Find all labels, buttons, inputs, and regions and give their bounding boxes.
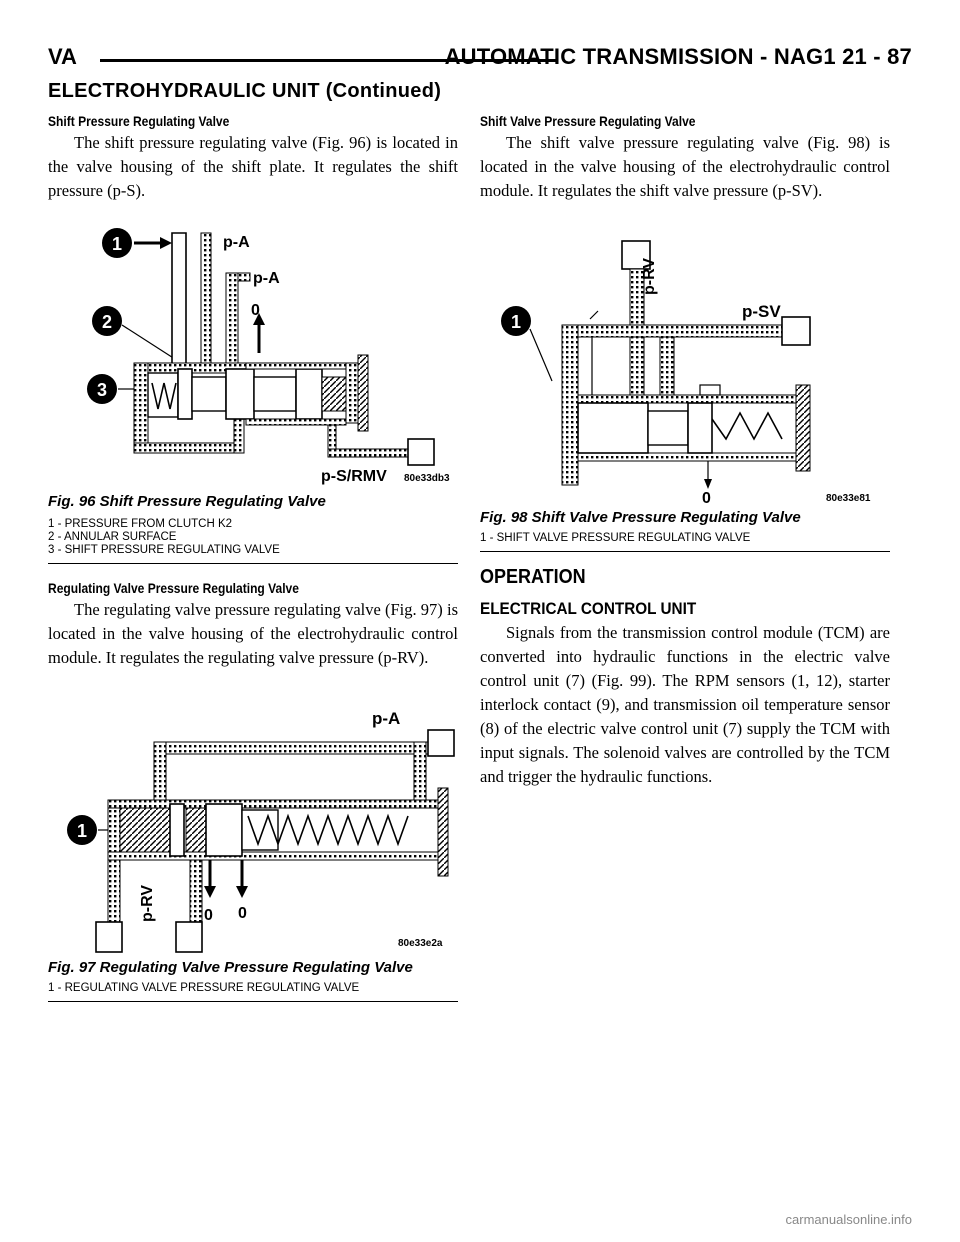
watermark: carmanualsonline.info [785, 1212, 912, 1227]
figure-98 [480, 215, 890, 552]
left-column [48, 113, 458, 1002]
operation-title: OPERATION [480, 566, 586, 588]
callout-3-label: 3 [96, 380, 108, 400]
regulating-valve-heading: Regulating Valve Pressure Regulating Valve [48, 580, 299, 596]
fig98-rule [480, 551, 890, 552]
shift-pressure-heading: Shift Pressure Regulating Valve [48, 113, 230, 129]
figure-code: 80e33db3 [404, 473, 450, 484]
fig96-caption: Fig. 96 Shift Pressure Regulating Valve [48, 493, 326, 510]
fig96-legend-item: 2 - ANNULAR SURFACE [48, 531, 177, 543]
shift-valve-body: The shift valve pressure regulating valve (Fig. 98) is located in the valve housing of the electrohydraulic control module. It regulates the shift valve pressure (p-SV). [480, 133, 890, 200]
shift-pressure-body: The shift pressure regulating valve (Fig. 96) is located in the valve housing of the shift plate. It regulates the shift pressure (p-S). [48, 133, 458, 200]
label-zero: 0 [702, 490, 711, 505]
fig98-legend-item: 1 - SHIFT VALVE PRESSURE REGULATING VALVE [480, 532, 751, 544]
fig98-caption: Fig. 98 Shift Valve Pressure Regulating Valve [480, 509, 801, 526]
fig97-legend-item: 1 - REGULATING VALVE PRESSURE REGULATING VALVE [48, 982, 360, 994]
figure-code: 80e33e81 [826, 493, 871, 504]
figure-96-diagram [48, 213, 458, 493]
operation-body: Signals from the transmission control module (TCM) are converted into hydraulic functions in the electric valve control unit (7) (Fig. 99). The RPM sensors (1, 12), starter interlock contact (9), and transmission oil temperature sensor (8) of the electric valve control unit (7) supply the TCM with input signals. The solenoid valves are controlled by the TCM and trigger the hydraulic functions. [480, 623, 890, 786]
label-p-RV: p-RV [139, 884, 156, 922]
fig96-legend-item: 3 - SHIFT PRESSURE REGULATING VALVE [48, 544, 280, 556]
figure-code: 80e33e2a [398, 938, 443, 949]
operation-subtitle: ELECTRICAL CONTROL UNIT [480, 599, 697, 618]
fig96-rule [48, 563, 458, 564]
header-right: AUTOMATIC TRANSMISSION - NAG1 21 - 87 [444, 44, 912, 69]
figure-97 [48, 684, 458, 1002]
label-p-A-2: p-A [253, 270, 280, 287]
fig97-rule [48, 1001, 458, 1002]
fig97-caption: Fig. 97 Regulating Valve Pressure Regulating Valve [48, 959, 413, 976]
label-zero-2: 0 [238, 905, 247, 922]
label-zero-1: 0 [204, 907, 213, 924]
figure-98-diagram [480, 215, 890, 505]
fig96-legend-item: 1 - PRESSURE FROM CLUTCH K2 [48, 518, 233, 530]
regulating-valve-body: The regulating valve pressure regulating valve (Fig. 97) is located in the valve housing of the electrohydraulic control module. It regulates the regulating valve pressure (p-RV). [48, 600, 458, 667]
callout-1-label: 1 [510, 312, 522, 332]
callout-1-label: 1 [76, 821, 88, 841]
shift-valve-heading: Shift Valve Pressure Regulating Valve [480, 113, 696, 129]
label-p-RV: p-RV [641, 257, 658, 295]
right-column [480, 113, 890, 789]
header-left: VA [48, 44, 77, 69]
label-p-A-1: p-A [223, 234, 250, 251]
fig98-legend [480, 532, 890, 545]
label-p-SV: p-SV [742, 302, 781, 321]
section-title: ELECTROHYDRAULIC UNIT (Continued) [48, 80, 442, 102]
figure-97-diagram [48, 684, 458, 959]
label-p-A: p-A [372, 709, 401, 728]
figure-96 [48, 213, 458, 564]
label-p-S-RMV: p-S/RMV [321, 468, 387, 485]
fig96-legend [48, 518, 458, 557]
callout-2-label: 2 [101, 312, 113, 332]
label-zero: 0 [251, 302, 260, 319]
fig97-legend [48, 982, 458, 995]
callout-1-label: 1 [111, 234, 123, 254]
